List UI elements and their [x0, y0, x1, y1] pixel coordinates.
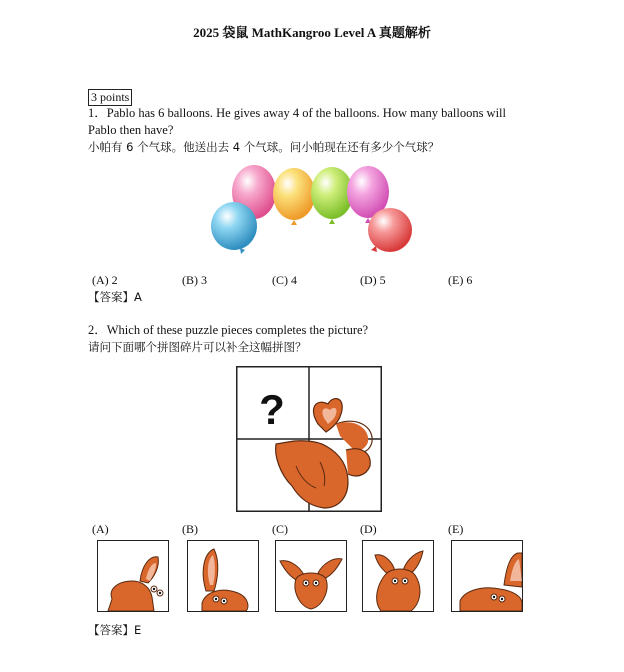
q2-option-e-label: (E)	[448, 522, 464, 536]
q1-text-cn: 小帕有 6 个气球。他送出去 4 个气球。问小帕现在还有多少个气球？	[88, 140, 440, 154]
puzzle-piece-c	[275, 540, 347, 612]
q1-option-e: (E) 6	[448, 273, 473, 287]
puzzle-piece-b	[187, 540, 259, 612]
puzzle-piece-e	[451, 540, 523, 612]
q2-option-a-label: (A)	[92, 522, 109, 536]
puzzle-question-mark: ?	[259, 386, 285, 433]
q2-option-c-label: (C)	[272, 522, 288, 536]
q1-option-c: (C) 4	[272, 273, 297, 287]
puzzle-piece-d	[362, 540, 434, 612]
q1-option-a: (A) 2	[92, 273, 118, 287]
balloons-illustration	[200, 160, 430, 260]
q2-option-d-label: (D)	[360, 522, 377, 536]
puzzle-piece-a	[97, 540, 169, 612]
q2-text-cn: 请问下面哪个拼图碎片可以补全这幅拼图？	[88, 340, 307, 354]
balloon-red	[368, 208, 412, 252]
q1-option-b: (B) 3	[182, 273, 207, 287]
q1-answer: 【答案】A	[88, 290, 142, 304]
points-label: 3 points	[88, 89, 132, 106]
balloon-yellow	[273, 168, 315, 225]
puzzle-picture	[236, 366, 382, 512]
q2-text-en: 2．Which of these puzzle pieces completes the picture?	[88, 323, 369, 337]
q2-option-b-label: (B)	[182, 522, 198, 536]
page-title: 2025 袋鼠 MathKangroo Level A 真题解析	[193, 25, 431, 40]
balloon-blue	[211, 202, 257, 254]
q1-text-en-line2: Pablo then have?	[88, 123, 174, 137]
q1-text-en-line1: 1．Pablo has 6 balloons. He gives away 4 of the balloons. How many balloons will	[88, 106, 506, 120]
q1-option-d: (D) 5	[360, 273, 386, 287]
balloon-green	[311, 167, 353, 224]
q2-answer: 【答案】E	[88, 623, 142, 637]
